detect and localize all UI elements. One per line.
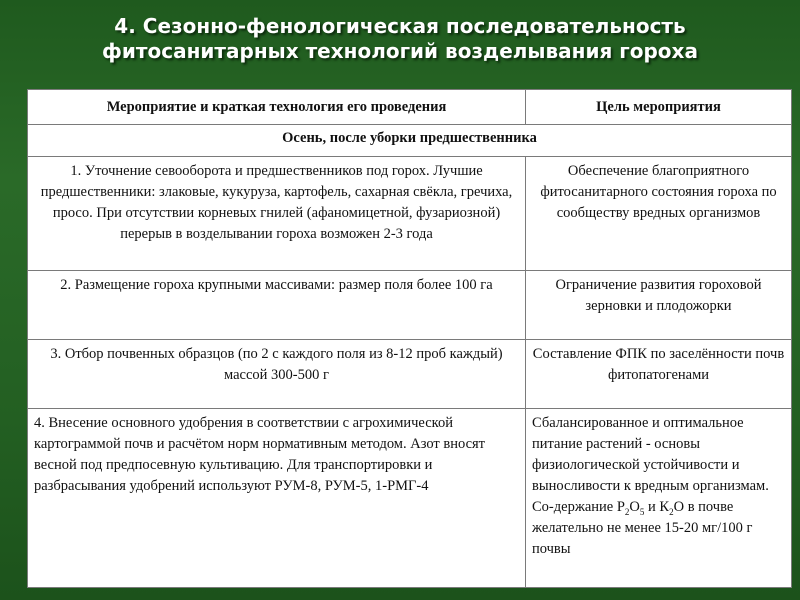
row-3-action: 3. Отбор почвенных образцов (по 2 с каждого поля из 8-12 проб каждый) массой 300-500 г	[28, 340, 526, 409]
row-1-action: 1. Уточнение севооборота и предшественников под горох. Лучшие предшественники: злаковые, кукуруза, картофель, сахарная свёкла, гречиха, просо. При отсутствии корневых гнилей (афаномицетной, фузариозной) перерыв в возделывании гороха возможен 2-3 года	[28, 157, 526, 271]
header-action: Мероприятие и краткая технология его проведения	[28, 90, 526, 125]
table-header-row	[28, 90, 792, 125]
row-3-goal: Составление ФПК по заселённости почв фитопатогенами	[526, 340, 792, 409]
row-4-goal-text: Сбалансированное и оптимальное питание растений - основы физиологической устойчивости и выносливости к вредным организмам. Со-держание Р	[532, 415, 769, 515]
row-4-goal-k: и К	[644, 499, 670, 515]
section-row	[28, 125, 792, 157]
section-title: Осень, после уборки предшественника	[28, 125, 792, 157]
table-row	[28, 271, 792, 340]
technology-table	[27, 89, 792, 588]
row-4-goal-end: О в почве желательно не менее 15-20 мг/100 г почвы	[532, 499, 753, 557]
row-4-goal-o: О	[629, 499, 640, 515]
table-row	[28, 340, 792, 409]
table-row	[28, 409, 792, 588]
header-goal: Цель мероприятия	[526, 90, 792, 125]
row-4-action: 4. Внесение основного удобрения в соответствии с агрохимической картограммой почв и расчётом норм нормативным методом. Азот вносят весной под предпосевную культивацию. Для транспортировки и разбрасывания удобрений используют РУМ-8, РУМ-5, 1-РМГ-4	[28, 409, 526, 588]
sub-p2: 2	[624, 506, 630, 517]
table-row	[28, 157, 792, 271]
title-line-1: 4. Сезонно-фенологическая последовательность	[114, 14, 686, 38]
row-4-goal	[526, 409, 792, 588]
row-1-goal: Обеспечение благоприятного фитосанитарного состояния гороха по сообществу вредных организмов	[526, 157, 792, 271]
row-2-action: 2. Размещение гороха крупными массивами: размер поля более 100 га	[28, 271, 526, 340]
row-2-goal: Ограничение развития гороховой зерновки и плодожорки	[526, 271, 792, 340]
title-line-2: фитосанитарных технологий возделывания гороха	[102, 39, 698, 63]
sub-o5: 5	[639, 506, 645, 517]
sub-k2: 2	[669, 506, 674, 517]
slide-title	[0, 14, 800, 64]
